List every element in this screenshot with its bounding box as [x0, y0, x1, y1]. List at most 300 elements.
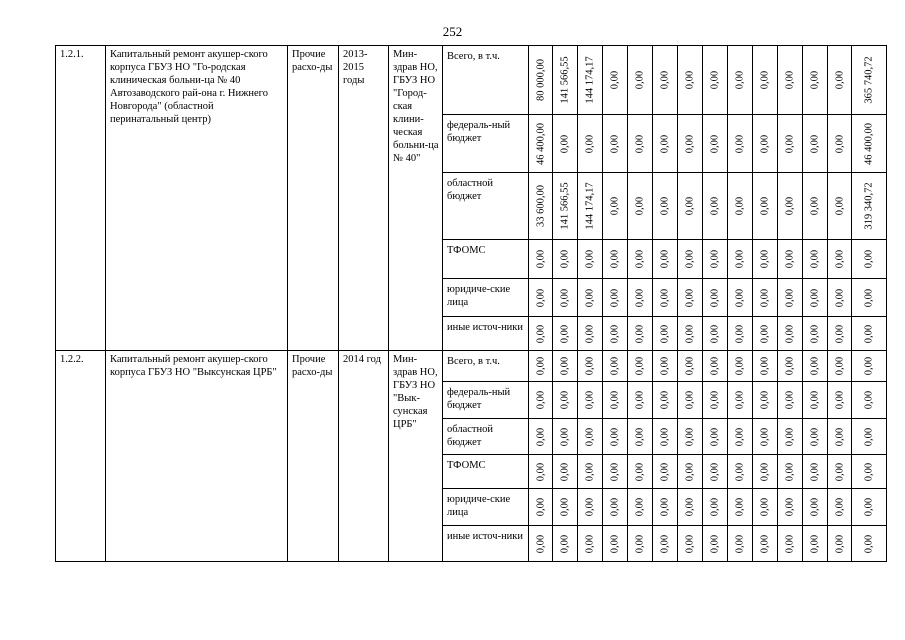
- amount-cell: [553, 526, 578, 562]
- amount-value: 0,00: [734, 390, 746, 410]
- amount-cell: [529, 455, 553, 489]
- amount-cell: [828, 279, 852, 317]
- amount-cell: [753, 455, 778, 489]
- amount-cell: [803, 240, 828, 279]
- amount-cell: [778, 115, 803, 173]
- amount-cell: [678, 489, 703, 526]
- amount-value: 0,00: [609, 390, 621, 410]
- amount-cell: [578, 489, 603, 526]
- amount-cell: [828, 419, 852, 455]
- amount-cell: [852, 173, 887, 240]
- amount-value: 0,00: [809, 70, 821, 90]
- amount-cell: [753, 279, 778, 317]
- amount-cell: [628, 279, 653, 317]
- amount-value: 0,00: [809, 249, 821, 269]
- amount-value: 365 740,72: [863, 56, 875, 104]
- amount-cell: [803, 351, 828, 382]
- amount-cell: [753, 526, 778, 562]
- amount-cell: [628, 526, 653, 562]
- table-row: [56, 351, 887, 382]
- amount-value: 0,00: [634, 427, 646, 446]
- amount-cell: [603, 317, 628, 351]
- amount-value: 0,00: [863, 356, 875, 376]
- amount-value: 0,00: [559, 534, 571, 553]
- amount-value: 0,00: [784, 497, 796, 517]
- amount-cell: [778, 279, 803, 317]
- amount-cell: [628, 240, 653, 279]
- amount-value: 0,00: [659, 134, 671, 153]
- item-code: 1.2.2.: [56, 351, 106, 562]
- amount-cell: [728, 279, 753, 317]
- amount-cell: [653, 240, 678, 279]
- amount-value: 0,00: [634, 288, 646, 307]
- amount-cell: [778, 46, 803, 115]
- amount-value: 0,00: [559, 288, 571, 307]
- amount-value: 0,00: [709, 534, 721, 553]
- amount-cell: [553, 382, 578, 419]
- amount-value: 0,00: [634, 534, 646, 553]
- funding-source: юридиче-ские лица: [443, 279, 529, 317]
- amount-cell: [753, 240, 778, 279]
- amount-value: 0,00: [784, 196, 796, 216]
- amount-cell: [578, 419, 603, 455]
- amount-cell: [828, 115, 852, 173]
- amount-value: 0,00: [584, 390, 596, 410]
- amount-value: 0,00: [584, 427, 596, 446]
- amount-value: 0,00: [759, 134, 771, 153]
- amount-cell: [803, 382, 828, 419]
- amount-value: 0,00: [634, 324, 646, 343]
- amount-value: 80 000,00: [535, 59, 546, 101]
- amount-cell: [753, 382, 778, 419]
- amount-cell: [678, 115, 703, 173]
- amount-value: 0,00: [784, 324, 796, 343]
- amount-cell: [628, 455, 653, 489]
- amount-cell: [703, 526, 728, 562]
- amount-value: 0,00: [659, 427, 671, 446]
- amount-cell: [828, 240, 852, 279]
- item-name: Капитальный ремонт акушер-ского корпуса ГБУЗ НО "Выксунская ЦРБ": [106, 351, 288, 562]
- amount-cell: [803, 279, 828, 317]
- amount-cell: [653, 526, 678, 562]
- amount-value: 0,00: [809, 497, 821, 517]
- amount-value: 0,00: [834, 134, 845, 153]
- amount-cell: [703, 115, 728, 173]
- amount-cell: [653, 46, 678, 115]
- amount-value: 0,00: [584, 249, 596, 269]
- amount-cell: [852, 317, 887, 351]
- amount-cell: [678, 419, 703, 455]
- budget-table: [55, 45, 887, 562]
- amount-cell: [728, 173, 753, 240]
- amount-value: 0,00: [759, 390, 771, 410]
- amount-value: 0,00: [684, 134, 696, 153]
- executor: Мин-здрав НО, ГБУЗ НО "Вык-сунская ЦРБ": [389, 351, 443, 562]
- amount-value: 0,00: [659, 70, 671, 90]
- amount-value: 0,00: [584, 497, 596, 517]
- amount-cell: [553, 317, 578, 351]
- amount-cell: [728, 317, 753, 351]
- amount-cell: [678, 317, 703, 351]
- implementation-period: 2014 год: [339, 351, 389, 562]
- amount-cell: [852, 351, 887, 382]
- amount-value: 0,00: [684, 196, 696, 216]
- amount-cell: [553, 419, 578, 455]
- amount-value: 0,00: [535, 497, 546, 517]
- amount-value: 0,00: [659, 324, 671, 343]
- funding-source: Всего, в т.ч.: [443, 351, 529, 382]
- amount-value: 0,00: [709, 249, 721, 269]
- amount-value: 0,00: [634, 497, 646, 517]
- amount-value: 0,00: [559, 249, 571, 269]
- amount-cell: [628, 382, 653, 419]
- amount-value: 0,00: [759, 249, 771, 269]
- amount-value: 0,00: [634, 70, 646, 90]
- amount-value: 0,00: [784, 288, 796, 307]
- amount-cell: [778, 419, 803, 455]
- amount-value: 0,00: [535, 249, 546, 269]
- amount-value: 0,00: [734, 196, 746, 216]
- amount-value: 0,00: [609, 196, 621, 216]
- funding-source: областной бюджет: [443, 419, 529, 455]
- amount-cell: [603, 455, 628, 489]
- amount-cell: [529, 382, 553, 419]
- amount-cell: [828, 526, 852, 562]
- amount-value: 0,00: [863, 534, 875, 553]
- amount-value: 0,00: [863, 324, 875, 343]
- amount-cell: [678, 46, 703, 115]
- amount-cell: [828, 455, 852, 489]
- amount-cell: [803, 455, 828, 489]
- amount-cell: [678, 173, 703, 240]
- amount-cell: [728, 419, 753, 455]
- amount-cell: [628, 419, 653, 455]
- amount-value: 0,00: [659, 390, 671, 410]
- amount-value: 0,00: [659, 462, 671, 481]
- amount-value: 0,00: [734, 324, 746, 343]
- amount-value: 0,00: [709, 288, 721, 307]
- amount-value: 0,00: [684, 427, 696, 446]
- amount-cell: [578, 46, 603, 115]
- amount-value: 0,00: [559, 462, 571, 481]
- amount-value: 144 174,17: [584, 56, 596, 104]
- amount-value: 0,00: [809, 196, 821, 216]
- amount-cell: [703, 351, 728, 382]
- amount-value: 0,00: [684, 249, 696, 269]
- amount-value: 0,00: [863, 249, 875, 269]
- amount-cell: [803, 526, 828, 562]
- amount-value: 0,00: [809, 390, 821, 410]
- amount-cell: [529, 279, 553, 317]
- amount-cell: [728, 115, 753, 173]
- amount-cell: [603, 46, 628, 115]
- amount-cell: [753, 46, 778, 115]
- amount-cell: [653, 115, 678, 173]
- amount-cell: [578, 115, 603, 173]
- amount-cell: [628, 489, 653, 526]
- amount-value: 0,00: [609, 356, 621, 376]
- amount-cell: [678, 240, 703, 279]
- amount-value: 0,00: [684, 324, 696, 343]
- amount-cell: [828, 382, 852, 419]
- amount-cell: [852, 489, 887, 526]
- amount-value: 0,00: [634, 134, 646, 153]
- amount-cell: [753, 173, 778, 240]
- amount-value: 0,00: [734, 70, 746, 90]
- amount-cell: [803, 489, 828, 526]
- amount-cell: [778, 240, 803, 279]
- amount-value: 0,00: [863, 497, 875, 517]
- amount-value: 0,00: [559, 427, 571, 446]
- amount-cell: [653, 455, 678, 489]
- amount-cell: [578, 240, 603, 279]
- amount-cell: [728, 382, 753, 419]
- amount-value: 0,00: [684, 288, 696, 307]
- amount-value: 0,00: [834, 70, 845, 90]
- amount-value: 0,00: [659, 249, 671, 269]
- amount-value: 0,00: [759, 288, 771, 307]
- amount-value: 0,00: [684, 390, 696, 410]
- amount-value: 141 566,55: [559, 56, 571, 104]
- amount-cell: [703, 46, 728, 115]
- amount-value: 0,00: [535, 427, 546, 446]
- amount-value: 0,00: [863, 288, 875, 307]
- amount-cell: [628, 173, 653, 240]
- amount-value: 0,00: [809, 427, 821, 446]
- amount-cell: [852, 382, 887, 419]
- amount-cell: [603, 382, 628, 419]
- amount-value: 0,00: [609, 497, 621, 517]
- amount-value: 0,00: [709, 497, 721, 517]
- amount-value: 0,00: [535, 390, 546, 410]
- amount-cell: [778, 382, 803, 419]
- amount-cell: [578, 279, 603, 317]
- amount-value: 0,00: [659, 356, 671, 376]
- amount-value: 0,00: [734, 462, 746, 481]
- amount-value: 0,00: [559, 324, 571, 343]
- executor: Мин-здрав НО, ГБУЗ НО "Город-ская клини-ческая больни-ца № 40": [389, 46, 443, 351]
- amount-cell: [628, 351, 653, 382]
- amount-value: 0,00: [734, 427, 746, 446]
- amount-value: 0,00: [709, 134, 721, 153]
- amount-cell: [628, 317, 653, 351]
- funding-source: федераль-ный бюджет: [443, 115, 529, 173]
- amount-value: 0,00: [809, 288, 821, 307]
- amount-value: 0,00: [584, 356, 596, 376]
- amount-value: 0,00: [659, 497, 671, 517]
- amount-cell: [703, 382, 728, 419]
- funding-source: федераль-ный бюджет: [443, 382, 529, 419]
- amount-value: 0,00: [784, 462, 796, 481]
- amount-cell: [578, 526, 603, 562]
- amount-value: 0,00: [609, 70, 621, 90]
- amount-value: 0,00: [709, 196, 721, 216]
- amount-cell: [553, 279, 578, 317]
- funding-source: Всего, в т.ч.: [443, 46, 529, 115]
- amount-value: 0,00: [709, 390, 721, 410]
- amount-cell: [603, 489, 628, 526]
- amount-value: 0,00: [559, 356, 571, 376]
- amount-value: 0,00: [759, 70, 771, 90]
- amount-value: 0,00: [809, 534, 821, 553]
- amount-cell: [553, 46, 578, 115]
- amount-cell: [753, 489, 778, 526]
- amount-value: 0,00: [684, 356, 696, 376]
- amount-cell: [728, 240, 753, 279]
- amount-value: 0,00: [634, 390, 646, 410]
- amount-cell: [852, 526, 887, 562]
- amount-cell: [603, 173, 628, 240]
- amount-value: 0,00: [609, 134, 621, 153]
- amount-cell: [653, 173, 678, 240]
- amount-cell: [803, 46, 828, 115]
- amount-value: 0,00: [609, 534, 621, 553]
- amount-value: 0,00: [834, 462, 845, 481]
- amount-cell: [828, 489, 852, 526]
- amount-value: 0,00: [834, 196, 845, 216]
- amount-cell: [803, 317, 828, 351]
- amount-value: 0,00: [609, 288, 621, 307]
- amount-value: 0,00: [834, 427, 845, 446]
- amount-value: 46 400,00: [863, 122, 875, 165]
- amount-cell: [703, 455, 728, 489]
- amount-value: 0,00: [659, 196, 671, 216]
- amount-value: 0,00: [784, 70, 796, 90]
- amount-value: 141 566,55: [559, 182, 571, 230]
- amount-value: 0,00: [834, 324, 845, 343]
- amount-cell: [529, 240, 553, 279]
- amount-cell: [529, 173, 553, 240]
- amount-cell: [553, 240, 578, 279]
- amount-value: 0,00: [584, 288, 596, 307]
- amount-cell: [529, 46, 553, 115]
- amount-cell: [778, 455, 803, 489]
- amount-cell: [603, 279, 628, 317]
- funding-source: иные источ-ники: [443, 317, 529, 351]
- amount-cell: [728, 46, 753, 115]
- funding-source: областной бюджет: [443, 173, 529, 240]
- amount-value: 0,00: [584, 534, 596, 553]
- amount-value: 0,00: [734, 134, 746, 153]
- amount-value: 0,00: [584, 324, 596, 343]
- amount-cell: [852, 419, 887, 455]
- amount-value: 0,00: [709, 462, 721, 481]
- amount-value: 0,00: [684, 497, 696, 517]
- amount-cell: [753, 317, 778, 351]
- amount-cell: [852, 455, 887, 489]
- amount-value: 33 600,00: [535, 185, 546, 227]
- amount-value: 0,00: [709, 356, 721, 376]
- amount-cell: [529, 526, 553, 562]
- amount-cell: [678, 279, 703, 317]
- amount-cell: [703, 279, 728, 317]
- amount-value: 0,00: [834, 534, 845, 553]
- amount-value: 319 340,72: [863, 182, 875, 230]
- amount-value: 0,00: [734, 249, 746, 269]
- amount-cell: [553, 173, 578, 240]
- amount-cell: [578, 382, 603, 419]
- amount-cell: [753, 115, 778, 173]
- amount-value: 0,00: [809, 324, 821, 343]
- amount-value: 0,00: [709, 70, 721, 90]
- amount-cell: [653, 382, 678, 419]
- amount-value: 0,00: [734, 497, 746, 517]
- amount-cell: [828, 351, 852, 382]
- amount-value: 0,00: [784, 390, 796, 410]
- amount-cell: [653, 317, 678, 351]
- amount-cell: [852, 240, 887, 279]
- amount-cell: [603, 351, 628, 382]
- amount-value: 0,00: [535, 534, 546, 553]
- amount-cell: [603, 526, 628, 562]
- amount-cell: [703, 489, 728, 526]
- amount-value: 0,00: [609, 249, 621, 269]
- amount-value: 0,00: [809, 134, 821, 153]
- amount-value: 0,00: [809, 462, 821, 481]
- amount-value: 0,00: [559, 497, 571, 517]
- amount-cell: [628, 115, 653, 173]
- amount-value: 46 400,00: [535, 122, 546, 165]
- amount-value: 0,00: [584, 134, 596, 153]
- amount-cell: [778, 526, 803, 562]
- amount-cell: [852, 279, 887, 317]
- amount-value: 0,00: [659, 288, 671, 307]
- table-row: [56, 46, 887, 115]
- amount-cell: [678, 351, 703, 382]
- amount-cell: [653, 419, 678, 455]
- amount-cell: [828, 173, 852, 240]
- amount-value: 0,00: [863, 462, 875, 481]
- page-number: 252: [442, 24, 463, 39]
- amount-value: 144 174,17: [584, 182, 596, 230]
- amount-cell: [803, 173, 828, 240]
- amount-cell: [529, 351, 553, 382]
- amount-value: 0,00: [709, 427, 721, 446]
- amount-cell: [603, 240, 628, 279]
- amount-cell: [553, 115, 578, 173]
- amount-value: 0,00: [659, 534, 671, 553]
- amount-cell: [578, 351, 603, 382]
- amount-value: 0,00: [863, 427, 875, 446]
- implementation-period: 2013-2015 годы: [339, 46, 389, 351]
- amount-value: 0,00: [834, 249, 845, 269]
- amount-value: 0,00: [684, 534, 696, 553]
- amount-value: 0,00: [784, 534, 796, 553]
- amount-value: 0,00: [634, 462, 646, 481]
- amount-cell: [653, 279, 678, 317]
- amount-value: 0,00: [609, 427, 621, 446]
- funding-source: ТФОМС: [443, 240, 529, 279]
- amount-value: 0,00: [834, 288, 845, 307]
- amount-cell: [703, 240, 728, 279]
- amount-value: 0,00: [809, 356, 821, 376]
- amount-cell: [603, 419, 628, 455]
- funding-source: иные источ-ники: [443, 526, 529, 562]
- item-name: Капитальный ремонт акушер-ского корпуса ГБУЗ НО "Го-родская клиническая больни-ца № 40 Автозаводского рай-она г. Нижнего Новгорода" (областной перинатальный центр): [106, 46, 288, 351]
- amount-value: 0,00: [709, 324, 721, 343]
- funding-source: ТФОМС: [443, 455, 529, 489]
- amount-cell: [529, 419, 553, 455]
- amount-value: 0,00: [759, 534, 771, 553]
- amount-cell: [703, 317, 728, 351]
- amount-cell: [553, 455, 578, 489]
- amount-cell: [753, 351, 778, 382]
- amount-value: 0,00: [734, 288, 746, 307]
- amount-value: 0,00: [863, 390, 875, 410]
- amount-value: 0,00: [784, 134, 796, 153]
- amount-cell: [803, 115, 828, 173]
- amount-cell: [728, 455, 753, 489]
